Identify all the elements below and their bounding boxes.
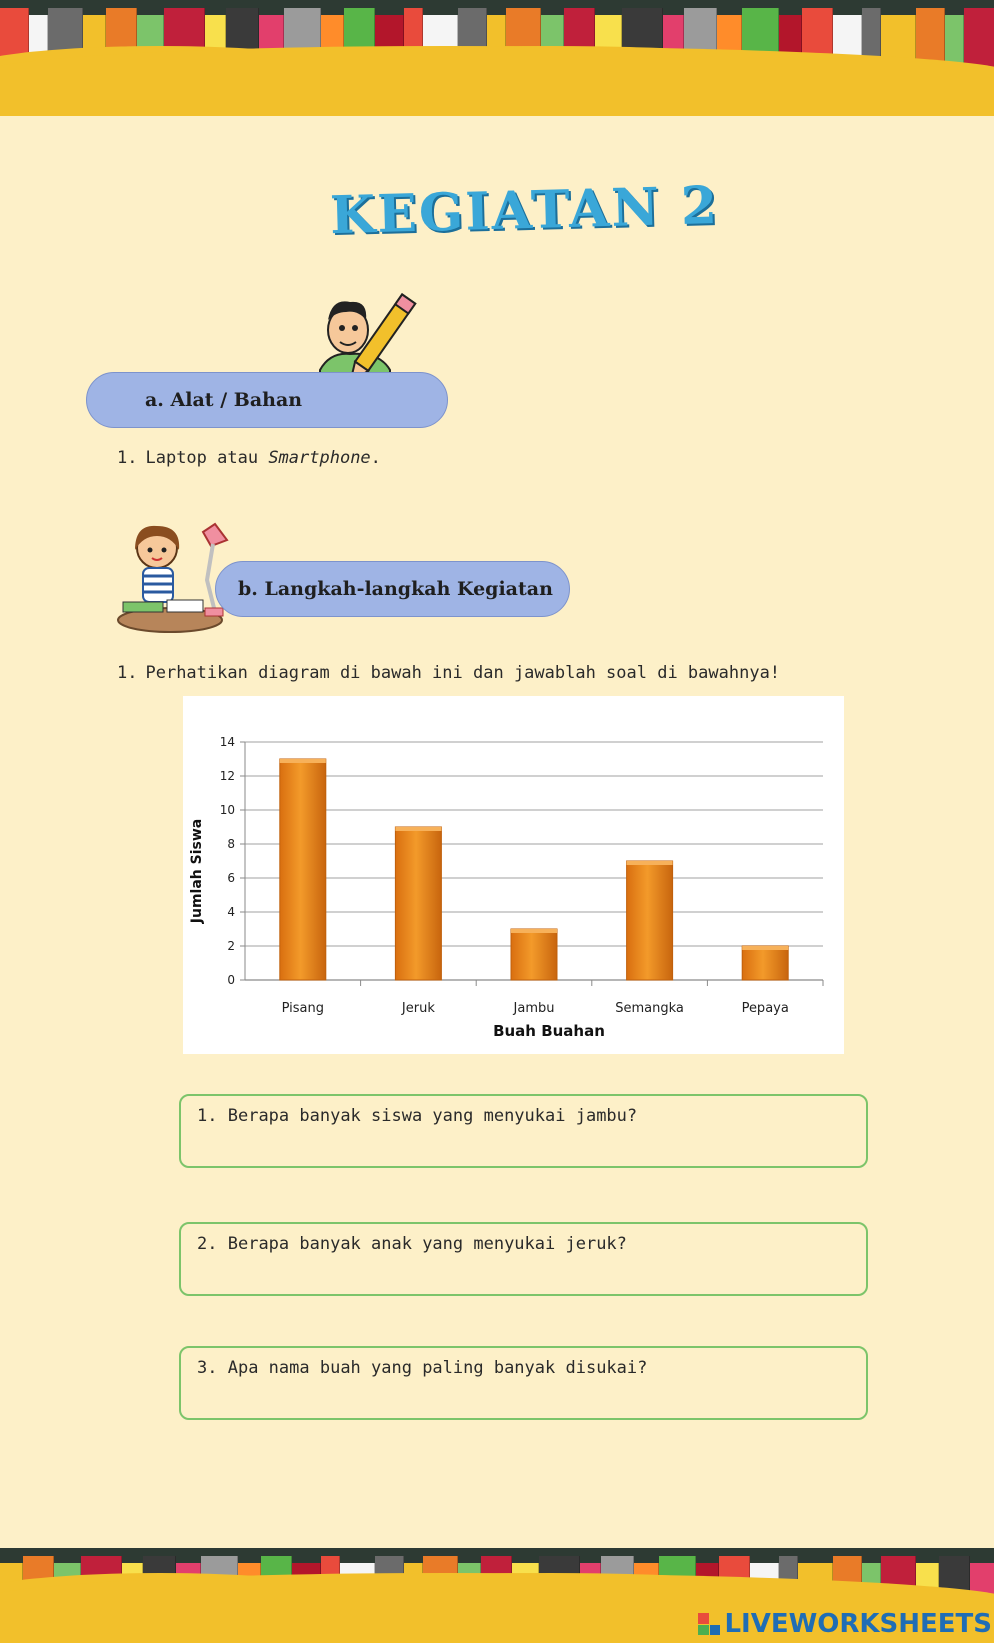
list-number: 1. xyxy=(117,448,138,468)
question-number: 3. xyxy=(197,1358,218,1378)
question-text-3 xyxy=(197,1358,647,1378)
question-label: Apa nama buah yang paling banyak disukai? xyxy=(227,1358,648,1378)
liveworksheets-brand-text: LIVEWORKSHEETS xyxy=(724,1609,992,1639)
question-text-2 xyxy=(197,1234,627,1254)
question-text-1 xyxy=(197,1106,637,1126)
list-number: 1. xyxy=(117,663,138,683)
x-tick-label-jeruk: Jeruk xyxy=(401,1001,435,1016)
bar-top-semangka xyxy=(627,861,673,865)
bar-top-jeruk xyxy=(395,827,441,831)
bar-semangka xyxy=(627,861,673,980)
y-tick-label-14: 14 xyxy=(219,735,235,749)
section-b-heading: b. Langkah-langkah Kegiatan xyxy=(215,561,570,617)
y-tick-label-8: 8 xyxy=(227,837,235,851)
list-text: Laptop atau xyxy=(145,448,269,468)
bar-top-pepaya xyxy=(742,946,788,950)
bar-chart-svg xyxy=(183,696,844,1054)
y-axis-title: Jumlah Siswa xyxy=(189,818,205,924)
list-text-italic: Smartphone xyxy=(268,448,371,468)
bar-top-jambu xyxy=(511,929,557,933)
x-tick-label-pisang: Pisang xyxy=(281,1001,325,1016)
step-list-item xyxy=(117,663,780,683)
y-tick-label-0: 0 xyxy=(227,973,235,987)
x-axis-title: Buah Buahan xyxy=(493,1022,605,1040)
bar-jeruk xyxy=(395,827,441,980)
section-a-heading: a. Alat / Bahan xyxy=(86,372,448,428)
y-tick-label-2: 2 xyxy=(227,939,235,953)
bar-top-pisang xyxy=(280,759,326,763)
top-bookshelf-banner xyxy=(0,0,994,116)
question-box-2[interactable] xyxy=(179,1222,868,1296)
bar-chart xyxy=(183,696,844,1054)
question-box-1[interactable] xyxy=(179,1094,868,1168)
y-tick-label-10: 10 xyxy=(219,803,235,817)
bar-pepaya xyxy=(742,946,788,980)
liveworksheets-logo-icon xyxy=(698,1613,720,1635)
list-text-suffix: . xyxy=(370,448,381,468)
y-tick-label-12: 12 xyxy=(219,769,235,783)
x-tick-label-jambu: Jambu xyxy=(513,1001,555,1016)
question-label: Berapa banyak siswa yang menyukai jambu? xyxy=(227,1106,638,1126)
tool-list-item xyxy=(117,448,381,468)
page-title: KEGIATAN 2 xyxy=(329,175,720,247)
list-text: Perhatikan diagram di bawah ini dan jawablah soal di bawahnya! xyxy=(145,663,781,683)
question-box-3[interactable] xyxy=(179,1346,868,1420)
question-label: Berapa banyak anak yang menyukai jeruk? xyxy=(227,1234,627,1254)
y-tick-label-4: 4 xyxy=(227,905,235,919)
y-tick-label-6: 6 xyxy=(227,871,235,885)
liveworksheets-logo xyxy=(698,1609,992,1639)
bar-jambu xyxy=(511,929,557,980)
x-tick-label-pepaya: Pepaya xyxy=(741,1001,789,1016)
question-number: 2. xyxy=(197,1234,218,1254)
bar-pisang xyxy=(280,759,326,980)
question-number: 1. xyxy=(197,1106,218,1126)
x-tick-label-semangka: Semangka xyxy=(615,1001,684,1016)
